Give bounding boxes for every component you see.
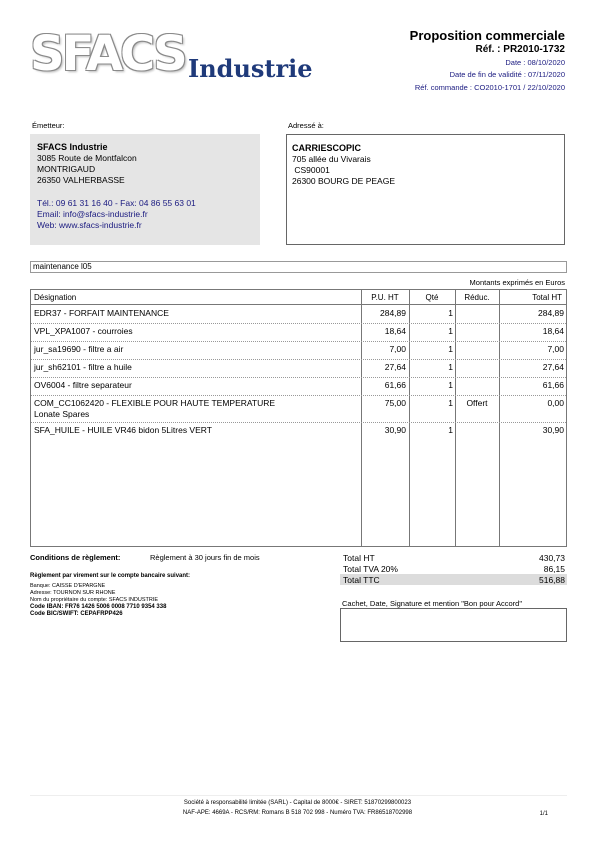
items-table [30, 289, 567, 547]
cell-designation: jur_sa19690 - filtre a air [34, 344, 124, 354]
bic: Code BIC/SWIFT: CEPAFRPP426 [30, 611, 123, 617]
cell-total: 284,89 [538, 308, 564, 318]
iban: Code IBAN: FR76 1426 5006 0008 7710 9354 338 [30, 604, 167, 610]
bank-name: Banque: CAISSE D'EPARGNE [30, 583, 106, 589]
validity-date: Date de fin de validité : 07/11/2020 [449, 70, 565, 79]
cell-designation: SFA_HUILE - HUILE VR46 bidon 5Litres VERT [34, 425, 212, 435]
logo-sfacs-text: SFACS [30, 26, 185, 82]
document-date: Date : 08/10/2020 [505, 58, 565, 67]
cell-quantity: 1 [448, 398, 453, 408]
total-value: 86,15 [543, 564, 565, 574]
total-tva-row [340, 563, 567, 574]
cell-designation: OV6004 - filtre separateur [34, 380, 132, 390]
cell-discount: Offert [466, 398, 488, 408]
emitter-email[interactable]: Email: info@sfacs-industrie.fr [37, 209, 148, 219]
cell-total: 18,64 [542, 326, 564, 336]
table-row [31, 323, 566, 342]
cell-total: 30,90 [542, 425, 564, 435]
cell-total: 0,00 [547, 398, 564, 408]
account-owner: Nom du propriétaire du compte: SFACS INDUSTRIE [30, 597, 159, 603]
total-value: 430,73 [539, 553, 565, 563]
emitter-address3: 26350 VALHERBASSE [37, 175, 125, 185]
emitter-address2: MONTRIGAUD [37, 164, 96, 174]
bank-info [30, 583, 166, 618]
logo-industrie-text: Industrie [188, 54, 313, 83]
currency-note: Montants exprimés en Euros [469, 278, 565, 287]
order-ref: Réf. commande : CO2010-1701 / 22/10/2020 [414, 83, 565, 92]
cell-quantity: 1 [448, 380, 453, 390]
recipient-box [286, 134, 565, 245]
total-ht-row [340, 552, 567, 563]
signature-label: Cachet, Date, Signature et mention "Bon pour Accord" [342, 599, 523, 608]
emitter-name: SFACS Industrie [37, 142, 108, 152]
company-logo [30, 26, 330, 86]
cell-quantity: 1 [448, 362, 453, 372]
cell-unit-price: 27,64 [384, 362, 406, 372]
header-total: Total HT [532, 293, 562, 302]
cell-quantity: 1 [448, 308, 453, 318]
subject-field: maintenance l05 [30, 261, 567, 273]
cell-unit-price: 30,90 [384, 425, 406, 435]
bank-address: Adresse: TOURNON SUR RHONE [30, 590, 116, 596]
table-row [31, 341, 566, 360]
cell-unit-price: 284,89 [380, 308, 406, 318]
header-designation: Désignation [34, 293, 77, 302]
page-number: 1/1 [539, 811, 548, 817]
emitter-web[interactable]: Web: www.sfacs-industrie.fr [37, 220, 142, 230]
cell-quantity: 1 [448, 344, 453, 354]
header-quantity: Qté [425, 293, 439, 302]
document-title: Proposition commerciale [409, 28, 565, 43]
recipient-address3: 26300 BOURG DE PEAGE [292, 176, 395, 186]
total-value: 516,88 [539, 575, 565, 585]
table-row [31, 377, 566, 396]
transfer-title: Règlement par virement sur le compte bancaire suivant: [30, 573, 191, 579]
cell-unit-price: 7,00 [389, 344, 406, 354]
recipient-address1: 705 allée du Vivarais [292, 154, 371, 164]
cell-designation: COM_CC1062420 - FLEXIBLE POUR HAUTE TEMPERATURE [34, 398, 276, 408]
table-row [31, 422, 566, 440]
conditions-value: Règlement à 30 jours fin de mois [150, 553, 260, 562]
emitter-box [30, 134, 260, 245]
table-row [31, 305, 566, 324]
total-label: Total TVA 20% [343, 564, 398, 574]
conditions-label: Conditions de règlement: [30, 553, 121, 562]
footer-legal-2: NAF-APE: 4669A - RCS/RM: Romans B 518 702 998 - Numéro TVA: FR86518702998 [182, 810, 413, 816]
recipient-label: Adressé à: [288, 121, 324, 130]
cell-total: 27,64 [542, 362, 564, 372]
table-row [31, 395, 566, 423]
cell-unit-price: 61,66 [384, 380, 406, 390]
recipient-address2: CS90001 [292, 165, 330, 175]
footer-legal-1: Société à responsabilité limitée (SARL) - Capital de 8000€ - SIRET: 51870299800023 [183, 800, 412, 806]
emitter-phone: Tél.: 09 61 31 16 40 - Fax: 04 86 55 63 01 [37, 198, 196, 208]
cell-designation-extra: Lonate Spares [34, 409, 90, 419]
cell-designation: jur_sh62101 - filtre a huile [34, 362, 132, 372]
total-label: Total HT [343, 553, 375, 563]
cell-unit-price: 75,00 [384, 398, 406, 408]
cell-unit-price: 18,64 [384, 326, 406, 336]
header-discount: Réduc. [464, 293, 490, 302]
cell-quantity: 1 [448, 425, 453, 435]
recipient-name: CARRIESCOPIC [292, 143, 362, 153]
cell-total: 61,66 [542, 380, 564, 390]
emitter-address1: 3085 Route de Montfalcon [37, 153, 137, 163]
total-label: Total TTC [343, 575, 380, 585]
signature-box[interactable] [340, 608, 567, 642]
header-unit-price: P.U. HT [371, 293, 399, 302]
cell-designation: VPL_XPA1007 - courroies [34, 326, 133, 336]
cell-total: 7,00 [547, 344, 564, 354]
cell-designation: EDR37 - FORFAIT MAINTENANCE [34, 308, 169, 318]
table-row [31, 359, 566, 378]
document-ref: Réf. : PR2010-1732 [475, 44, 565, 55]
total-ttc-row [340, 574, 567, 585]
emitter-label: Émetteur: [32, 121, 65, 130]
cell-quantity: 1 [448, 326, 453, 336]
